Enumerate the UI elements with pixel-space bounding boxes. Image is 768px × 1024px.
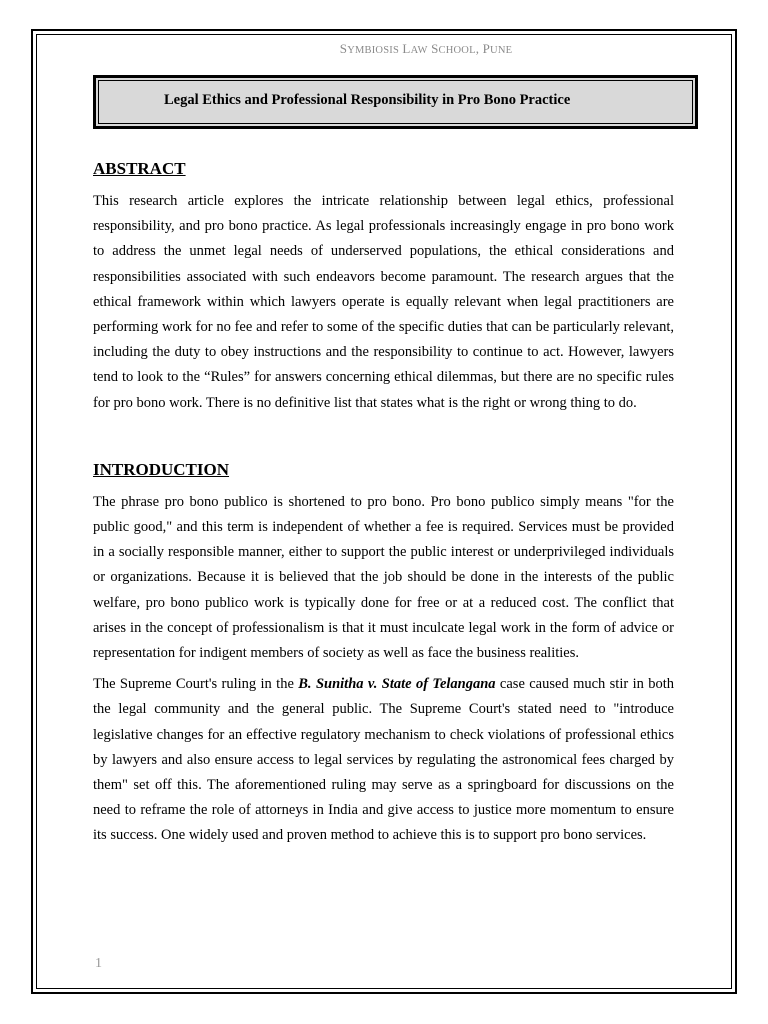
running-head-part: YMBIOSIS — [347, 45, 399, 56]
page-number: 1 — [95, 956, 102, 971]
abstract-heading: ABSTRACT — [93, 159, 186, 178]
document-title: Legal Ethics and Professional Responsibility in Pro Bono Practice — [164, 92, 571, 108]
paragraph-text: The Supreme Court's ruling in the — [93, 676, 299, 693]
title-box — [93, 75, 698, 129]
introduction-paragraph-2 — [93, 672, 674, 848]
paragraph-text: case caused much stir in both the legal community and the general public. The Supreme Court's stated need to "introduce legislative changes for an effective regulatory mechanism to check violations of professional ethics by lawyers and also ensure access to legal services by regulating the astronomical fees charged by them" set off this. The aforementioned ruling may serve as a springboard for discussions on the need to reframe the role of attorneys in India and give access to justice more momentum to ensure its success. One widely used and proven method to achieve this is to support pro bono services. — [93, 676, 675, 844]
running-head-part: , P — [475, 41, 491, 56]
running-head-part: AW — [410, 45, 428, 56]
running-head-part: S — [427, 41, 439, 56]
introduction-paragraph-1: The phrase pro bono publico is shortened to pro bono. Pro bono publico simply means "for the public good," and this term is independent of whether a fee is required. Services must be provided in a socially responsible manner, either to support the public interest or underprivileged individuals or organizations. Because it is believed that the job should be done in the interests of the public welfare, pro bono publico work is typically done for free or at a reduced cost. The conflict that arises in the concept of professionalism is that it must inculcate legal work in the form of advice or representation for indigent members of society as well as face the business realities. — [93, 493, 674, 662]
running-head-part: UNE — [490, 45, 513, 56]
running-header — [0, 41, 768, 57]
case-citation: B. Sunitha v. State of Telangana — [298, 676, 496, 693]
document-body — [93, 155, 674, 849]
running-head-part: CHOOL — [438, 45, 476, 56]
introduction-heading: INTRODUCTION — [93, 459, 230, 479]
running-head-part: S — [339, 41, 348, 56]
running-head-part: L — [398, 41, 411, 56]
abstract-paragraph: This research article explores the intricate relationship between legal ethics, professional responsibility, and pro bono practice. As legal professionals increasingly engage in pro bono work to address the unmet legal needs of underserved populations, the ethical considerations and responsibilities associated with such endeavors become paramount. The research argues that the ethical framework within which lawyers operate is equally relevant when legal practitioners are performing work for no fee and refer to some of the specific duties that can be particularly relevant, including the duty to obey instructions and the responsibility to continue to act. However, lawyers tend to look to the “Rules” for answers concerning ethical dilemmas, but there are no specific rules for pro bono work. There is no definitive list that states what is the right or wrong thing to do. — [93, 193, 674, 411]
